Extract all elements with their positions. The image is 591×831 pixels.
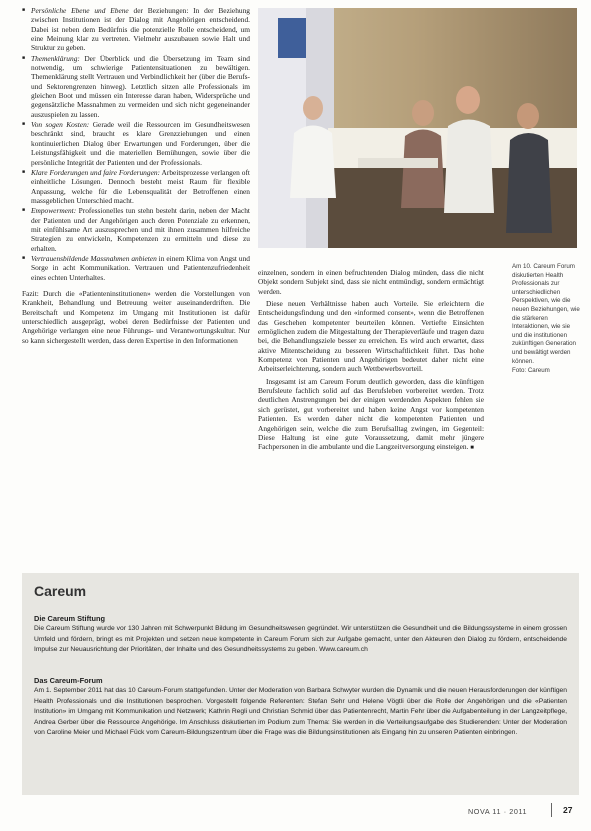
photo-caption [512, 263, 580, 376]
middle-text-column [258, 268, 484, 457]
bullet-item [22, 254, 250, 282]
bullet-lead: Klare Forderungen und faire Forderungen: [31, 167, 161, 177]
caption-text: Am 10. Careum Forum diskutierten Health Professionals zur unterschiedlichen Perspektiven, wie die neuen Beziehungen, wie die stärkeren Interaktionen, wie sie und die institutionen zukünftigen Generation und bewältigt werden können. [512, 263, 580, 365]
paragraph: Diese neuen Verhältnisse haben auch Vorteile. Sie erleichtern die Entscheidungsfindung und den «informed consent», wenn die Betroffenen das Geschehen kompetenter beurteilen können. Vertiefte Einsichten ermöglichen zudem die Mitgestaltung der Therapieverläufe und tragen dazu bei, die Behandlungsziele besser zu erreichen. Es wird auch erwartet, dass aktive Mitentscheidung zu besseren Wirtschaftlichkeit führt. Das hohe Kompetenz von Patienten und Angehörigen bedeutet daher nicht eine Arbeitserleichterung, sondern auch Wettbewerbsvorteil. [258, 299, 484, 374]
bullet-lead: Persönliche Ebene und Ebene [31, 6, 129, 15]
bullet-list [22, 6, 250, 282]
section-heading: Das Careum-Forum [34, 676, 103, 685]
bullet-item [22, 120, 250, 167]
section-body: Die Careum Stiftung wurde vor 130 Jahren mit Schwerpunkt Bildung im Gesundheitswesen gegründet. Wir unterstützen die Gesundheit und die Bildungssysteme in einem grossen Umfeld und fördern, bringt es mit Projekten und setzen neue kompetente in Careum Forum sich zur Aufgabe gemacht, unter den Akteuren den Dialog zu fördern, entscheidende Impulse zur Neuausrichtung der Prioritäten, der Inhalte und des Gesundheitssystems zu geben. Www.careum.ch [34, 625, 567, 654]
bullet-item [22, 206, 250, 253]
fazit-paragraph: Fazit: Durch die «Patienteninstitutionen» werden die Vorstellungen von Krankheit, Behandlung und Betreuung weiter auseinanderdriften. Die Bereitschaft und Kompetenz im Umgang mit Institutionen ist dafür unterschiedlich ausgeprägt, wobei deren Bedürfnisse der Patienten und Angehörige verlangen eine neue Führungs- und Verantwortungskultur. Nur so kann sichergestellt werden, dass deren Expertise in den Informationen [22, 288, 250, 345]
paragraph-text: Insgesamt ist am Careum Forum deutlich geworden, dass die künftigen Berufsleute fachlich solid auf das Berufsleben vorbereitet werden. Trotz deutlichen Anstrengungen bei der einigen werdenden Aspekten fehlen sie sich gerüstet, gut vorbereitet und haben keine Angst vor kompetenten Patienten. Es werden daher nicht die kompetenten Patienten und Angehörigen sein, welche die zum Berufsalltag zwingen, im Gegenteil: Diese Haltung ist eine gute Voraussetzung, damit mehr jüngere Fachpersonen in die ambulante und die Langzeitversorgung einsteigen. [258, 376, 484, 452]
bullet-text: Gerade weil die Ressourcen im Gesundheitswesen beschränkt sind, braucht es klare Grenzziehungen und einen kontinuierlichen Dialog über Erwartungen und Forderungen, über die Leistungsfähigkeit und die materiellen Bemühungen, sowie über die persönliche Integrität der Patienten und der Professionals. [31, 120, 250, 167]
careum-info-box [22, 573, 579, 795]
bullet-text: Professionelles tun stehn besteht darin, neben der Macht der Patienten und der Angehörigen auch deren Potenziale zu erkennen, mit einfühlsame Art auszusprechen und mit ihnen zusammen hilfreiche Strategien zu entwickeln, Kompetenzen zu ermitteln und diese zu erhalten. [31, 206, 250, 253]
bullet-item [22, 6, 250, 53]
bullet-text: der Beziehungen: In der Beziehung zwischen Institutionen ist der Dialog mit Angehörigen entscheidend. Dabei ist neben dem Bedürfnis die potenzielle Rolle entscheidend, um eine Meinung klar zu vertreten. Vielmehr auszubauen sowie Halt und Struktur zu geben. [31, 6, 250, 53]
bullet-lead: Themenklärung: [31, 53, 80, 63]
paragraph: einzelnen, sondern in einen befruchtenden Dialog münden, dass die nicht Objekt sondern Subjekt sind, dass sie nicht entmündigt, sondern ermächtigt werden. [258, 268, 484, 296]
magazine-name: NOVA 11 · 2011 [468, 807, 528, 816]
bullet-text: Der Überblick und die Übersetzung im Team sind notwendig, um schwierige Patientensituationen zu bewältigen. Themenklärung stellt Vertrauen und Verbindlichkeit her (über die Berufs- und Sektorengrenzen hinweg). Letztlich sitzen alle Professionals im gleichen Boot und müssen ein Interesse daran haben, Widersprüche und gegensätzliche Massnahmen zu vermeiden und sich nicht gegeneinander auszuspielen zu lassen. [31, 53, 250, 119]
footer-divider [551, 803, 552, 817]
paragraph [258, 377, 484, 454]
bullet-lead: Empowerment: [31, 206, 77, 216]
section-body: Am 1. September 2011 hat das 10 Careum-Forum stattgefunden. Unter der Moderation von Barbara Schwyter wurden die Dynamik und die neuen Herausforderungen der künftigen Health Professionals und die Institutionen besprochen. Vorgestellt folgende Referenten: Stefan Sehr und Helene Vögtli über die Rolle der Angehörigen und die «Patienten Institution» im Umgang mit Kommunikation und Netzwerk; Kathrin Regli und Christian Schmid über das Patientenrecht, Martin Fehr über die Aufgabenteilung in der Langzeitpflege, Andrea Gerber über die Ressource Angehörige. Im Anschluss diskutierten im Podium zum Thema: Sie werden in die Verteilungsaufgabe des Studierenden: Unter der Moderation von Caroline Meier und Michael Fück vom Careum-Bildungszentrum über die Frage was die Bildungsinstitutionen als Eingang hin zu unseren Patienten einbringen. [34, 687, 567, 737]
bullet-text: in einem Klima von Angst und Sorge in acht Kommunikation. Vertrauen und Patientenzufriedenheit eines echten Unterhaltes. [31, 253, 250, 282]
photo-credit: Foto: Careum [512, 367, 550, 375]
left-text-column [22, 6, 250, 348]
photo-illustration [258, 8, 577, 248]
section-heading: Die Careum Stiftung [34, 614, 106, 623]
info-box-title: Careum [34, 583, 87, 599]
bullet-lead: Von sogen Kosten: [31, 120, 90, 130]
bullet-item [22, 54, 250, 119]
page-number: 27 [563, 805, 573, 815]
event-photo [258, 8, 577, 248]
bullet-lead: Vertrauensbildende Massnahmen anbieten [31, 253, 157, 263]
bullet-item [22, 168, 250, 205]
bullet-text: Arbeitsprozesse verlangen oft einheitliche Lösungen. Dennoch besteht meist Raum für flexible Anpassung, welche für die Lebensqualität der Betroffenen einen massgeblichen Unterschied macht. [31, 167, 250, 205]
end-mark: ■ [470, 445, 474, 452]
